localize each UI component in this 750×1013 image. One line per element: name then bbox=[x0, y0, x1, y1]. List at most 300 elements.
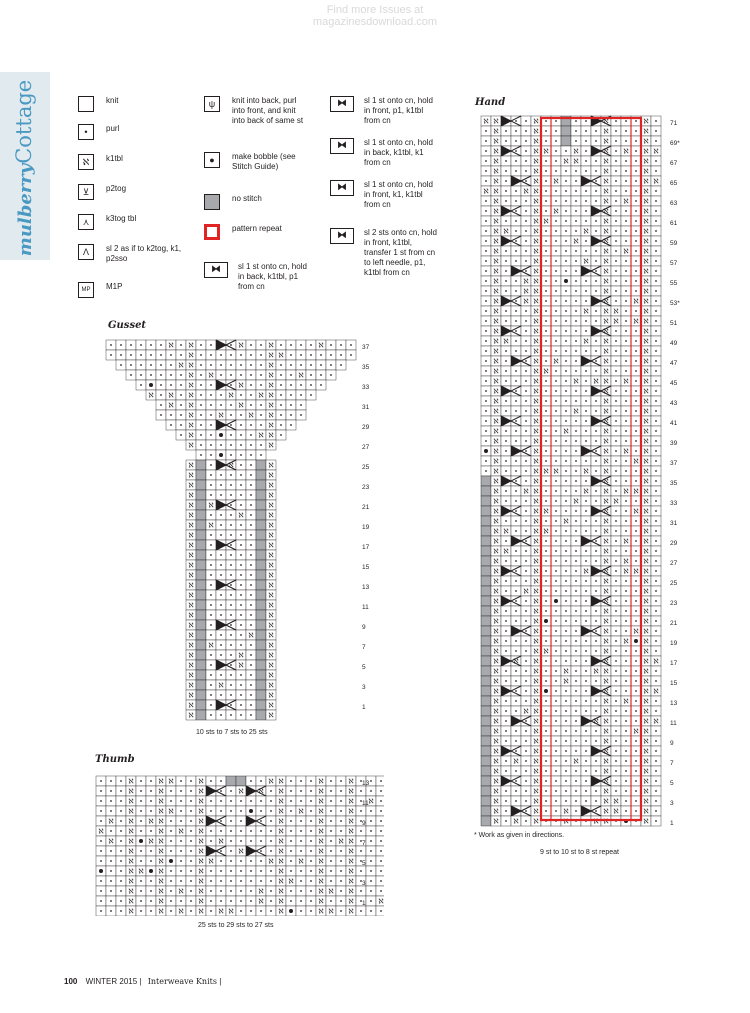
purl-dot bbox=[220, 574, 222, 576]
k1tbl-mark: ℵ bbox=[493, 467, 499, 476]
purl-dot bbox=[545, 200, 547, 202]
k1tbl-mark: ℵ bbox=[188, 571, 194, 580]
k1tbl-mark: ℵ bbox=[368, 797, 374, 806]
k1tbl-mark: ℵ bbox=[603, 297, 609, 306]
purl-dot bbox=[230, 514, 232, 516]
k1tbl-mark: ℵ bbox=[493, 247, 499, 256]
k1tbl-mark: ℵ bbox=[188, 481, 194, 490]
purl-dot bbox=[655, 320, 657, 322]
purl-dot bbox=[575, 250, 577, 252]
purl-dot bbox=[300, 364, 302, 366]
purl-dot bbox=[635, 330, 637, 332]
purl-dot bbox=[485, 360, 487, 362]
purl-dot bbox=[575, 610, 577, 612]
k1tbl-mark: ℵ bbox=[248, 411, 254, 420]
k1tbl-mark: ℵ bbox=[653, 717, 659, 726]
purl-dot bbox=[505, 370, 507, 372]
row-number-label: 9 bbox=[362, 624, 366, 631]
purl-dot bbox=[625, 430, 627, 432]
k1tbl-mark: ℵ bbox=[603, 237, 609, 246]
k1tbl-mark: ℵ bbox=[533, 807, 539, 816]
k1tbl-mark: ℵ bbox=[643, 547, 649, 556]
purl-dot bbox=[615, 620, 617, 622]
purl-dot bbox=[210, 664, 212, 666]
k1tbl-mark: ℵ bbox=[603, 207, 609, 216]
purl-dot bbox=[200, 374, 202, 376]
k1tbl-mark: ℵ bbox=[188, 631, 194, 640]
k1tbl-mark: ℵ bbox=[603, 817, 609, 826]
purl-dot bbox=[270, 830, 272, 832]
page-number: 100 bbox=[64, 977, 78, 986]
k1tbl-mark: ℵ bbox=[543, 467, 549, 476]
purl-dot bbox=[635, 440, 637, 442]
chart-cell bbox=[376, 806, 384, 816]
purl-dot bbox=[300, 880, 302, 882]
purl-dot bbox=[625, 710, 627, 712]
purl-dot bbox=[525, 200, 527, 202]
purl-dot bbox=[130, 374, 132, 376]
purl-dot bbox=[555, 300, 557, 302]
k1tbl-mark: ℵ bbox=[348, 797, 354, 806]
purl-dot bbox=[625, 420, 627, 422]
purl-dot bbox=[555, 150, 557, 152]
purl-dot bbox=[170, 424, 172, 426]
purl-dot bbox=[180, 860, 182, 862]
k1tbl-mark: ℵ bbox=[533, 247, 539, 256]
k1tbl-mark: ℵ bbox=[258, 887, 264, 896]
purl-dot bbox=[330, 344, 332, 346]
k1tbl-mark: ℵ bbox=[533, 627, 539, 636]
purl-dot bbox=[370, 830, 372, 832]
k1tbl-mark: ℵ bbox=[603, 307, 609, 316]
k1tbl-mark: ℵ bbox=[653, 177, 659, 186]
purl-dot bbox=[515, 750, 517, 752]
k1tbl-mark: ℵ bbox=[493, 607, 499, 616]
key-label: p2tog bbox=[106, 184, 127, 193]
purl-dot bbox=[615, 200, 617, 202]
purl-dot bbox=[110, 900, 112, 902]
k1tbl-mark: ℵ bbox=[348, 787, 354, 796]
purl-dot bbox=[525, 220, 527, 222]
k1tbl-mark: ℵ bbox=[623, 247, 629, 256]
purl-dot bbox=[290, 344, 292, 346]
purl-dot bbox=[230, 634, 232, 636]
chart-cell bbox=[481, 806, 491, 816]
purl-dot bbox=[290, 780, 292, 782]
k1tbl-mark: ℵ bbox=[188, 701, 194, 710]
purl-dot bbox=[280, 374, 282, 376]
purl-dot bbox=[525, 780, 527, 782]
purl-dot bbox=[515, 570, 517, 572]
k1tbl-mark: ℵ bbox=[633, 457, 639, 466]
purl-dot bbox=[525, 540, 527, 542]
purl-dot bbox=[210, 654, 212, 656]
k1tbl-mark: ℵ bbox=[158, 797, 164, 806]
purl-dot bbox=[525, 390, 527, 392]
chart-cell bbox=[256, 580, 266, 590]
purl-dot bbox=[545, 140, 547, 142]
purl-dot bbox=[575, 390, 577, 392]
purl-dot bbox=[635, 150, 637, 152]
purl-dot bbox=[575, 310, 577, 312]
purl-dot bbox=[310, 790, 312, 792]
k1tbl-mark: ℵ bbox=[643, 397, 649, 406]
k1tbl-mark: ℵ bbox=[603, 767, 609, 776]
k1tbl-mark: ℵ bbox=[268, 691, 274, 700]
k1tbl-mark: ℵ bbox=[298, 371, 304, 380]
purl-dot bbox=[300, 414, 302, 416]
k1tbl-mark: ℵ bbox=[643, 317, 649, 326]
k1tbl-mark: ℵ bbox=[643, 617, 649, 626]
purl-dot bbox=[240, 574, 242, 576]
purl-dot bbox=[625, 160, 627, 162]
purl-dot bbox=[230, 820, 232, 822]
k1tbl-mark: ℵ bbox=[603, 387, 609, 396]
purl-dot bbox=[505, 190, 507, 192]
purl-dot bbox=[625, 220, 627, 222]
k1tbl-mark: ℵ bbox=[238, 341, 244, 350]
k1tbl-mark: ℵ bbox=[268, 351, 274, 360]
purl-dot bbox=[575, 560, 577, 562]
purl-dot bbox=[565, 560, 567, 562]
purl-dot bbox=[210, 634, 212, 636]
purl-dot bbox=[330, 354, 332, 356]
purl-dot bbox=[110, 800, 112, 802]
row-number-label: 11 bbox=[362, 604, 369, 611]
k1tbl-mark: ℵ bbox=[603, 757, 609, 766]
purl-dot bbox=[555, 220, 557, 222]
purl-dot bbox=[625, 460, 627, 462]
k1tbl-mark: ℵ bbox=[268, 401, 274, 410]
purl-dot bbox=[625, 510, 627, 512]
purl-dot bbox=[240, 544, 242, 546]
purl-dot bbox=[525, 690, 527, 692]
purl-dot bbox=[505, 290, 507, 292]
purl-dot bbox=[635, 700, 637, 702]
row-number-label: 31 bbox=[670, 520, 678, 527]
purl-dot bbox=[595, 460, 597, 462]
purl-dot bbox=[240, 890, 242, 892]
k1tbl-mark: ℵ bbox=[493, 477, 499, 486]
k1tbl-mark: ℵ bbox=[268, 541, 274, 550]
purl-dot bbox=[615, 700, 617, 702]
purl-dot bbox=[635, 140, 637, 142]
purl-dot bbox=[260, 860, 262, 862]
k1tbl-mark: ℵ bbox=[573, 377, 579, 386]
k1tbl-mark: ℵ bbox=[533, 717, 539, 726]
purl-dot bbox=[340, 870, 342, 872]
purl-dot bbox=[655, 650, 657, 652]
purl-dot bbox=[220, 634, 222, 636]
purl-dot bbox=[595, 770, 597, 772]
k1tbl-mark: ℵ bbox=[643, 127, 649, 136]
row-number-label: 27 bbox=[670, 560, 678, 567]
purl-dot bbox=[615, 390, 617, 392]
purl-dot bbox=[230, 880, 232, 882]
purl-dot bbox=[310, 900, 312, 902]
purl-dot bbox=[585, 510, 587, 512]
key-symbol-icon bbox=[204, 194, 220, 210]
purl-dot bbox=[545, 490, 547, 492]
purl-dot bbox=[140, 820, 142, 822]
row-number-label: 15 bbox=[362, 564, 370, 571]
k1tbl-mark: ℵ bbox=[563, 157, 569, 166]
purl-dot bbox=[210, 694, 212, 696]
bobble-mark bbox=[219, 433, 223, 437]
purl-dot bbox=[575, 710, 577, 712]
purl-dot bbox=[220, 354, 222, 356]
purl-dot bbox=[585, 290, 587, 292]
row-number-label: 9 bbox=[362, 820, 366, 827]
purl-dot bbox=[655, 500, 657, 502]
chart-cell bbox=[196, 630, 206, 640]
k1tbl-mark: ℵ bbox=[643, 167, 649, 176]
purl-dot bbox=[110, 790, 112, 792]
purl-dot bbox=[485, 180, 487, 182]
purl-dot bbox=[290, 820, 292, 822]
purl-dot bbox=[545, 750, 547, 752]
k1tbl-mark: ℵ bbox=[493, 447, 499, 456]
bobble-mark bbox=[554, 599, 558, 603]
purl-dot bbox=[310, 354, 312, 356]
k1tbl-mark: ℵ bbox=[533, 557, 539, 566]
purl-dot bbox=[575, 190, 577, 192]
purl-dot bbox=[625, 370, 627, 372]
purl-dot bbox=[625, 140, 627, 142]
k1tbl-mark: ℵ bbox=[533, 707, 539, 716]
k1tbl-mark: ℵ bbox=[348, 907, 354, 916]
k1tbl-mark: ℵ bbox=[348, 817, 354, 826]
purl-dot bbox=[340, 810, 342, 812]
purl-dot bbox=[525, 720, 527, 722]
k1tbl-mark: ℵ bbox=[148, 817, 154, 826]
k1tbl-mark: ℵ bbox=[533, 537, 539, 546]
purl-dot bbox=[525, 810, 527, 812]
purl-dot bbox=[380, 780, 382, 782]
purl-dot bbox=[190, 820, 192, 822]
key-symbol-icon: Λ bbox=[78, 244, 94, 260]
purl-dot bbox=[625, 610, 627, 612]
purl-dot bbox=[555, 460, 557, 462]
purl-dot bbox=[595, 500, 597, 502]
purl-dot bbox=[525, 250, 527, 252]
chart-cell bbox=[481, 566, 491, 576]
purl-dot bbox=[555, 670, 557, 672]
purl-dot bbox=[240, 860, 242, 862]
k1tbl-mark: ℵ bbox=[493, 147, 499, 156]
purl-dot bbox=[170, 374, 172, 376]
purl-dot bbox=[290, 840, 292, 842]
purl-dot bbox=[240, 594, 242, 596]
purl-dot bbox=[585, 330, 587, 332]
purl-dot bbox=[240, 524, 242, 526]
purl-dot bbox=[595, 370, 597, 372]
k1tbl-mark: ℵ bbox=[603, 397, 609, 406]
purl-dot bbox=[485, 170, 487, 172]
purl-dot bbox=[515, 420, 517, 422]
purl-dot bbox=[615, 400, 617, 402]
k1tbl-mark: ℵ bbox=[533, 757, 539, 766]
chart-cell bbox=[196, 550, 206, 560]
purl-dot bbox=[625, 300, 627, 302]
purl-dot bbox=[515, 740, 517, 742]
k1tbl-mark: ℵ bbox=[338, 837, 344, 846]
purl-dot bbox=[625, 170, 627, 172]
purl-dot bbox=[545, 430, 547, 432]
purl-dot bbox=[585, 610, 587, 612]
purl-dot bbox=[635, 310, 637, 312]
purl-dot bbox=[575, 470, 577, 472]
purl-dot bbox=[615, 250, 617, 252]
purl-dot bbox=[230, 484, 232, 486]
k1tbl-mark: ℵ bbox=[603, 347, 609, 356]
k1tbl-mark: ℵ bbox=[278, 897, 284, 906]
purl-dot bbox=[120, 860, 122, 862]
key-symbol-icon: ⊻ bbox=[78, 184, 94, 200]
purl-dot bbox=[170, 384, 172, 386]
chart-cell bbox=[196, 670, 206, 680]
purl-dot bbox=[565, 480, 567, 482]
k1tbl-mark: ℵ bbox=[493, 757, 499, 766]
purl-dot bbox=[330, 364, 332, 366]
purl-dot bbox=[260, 344, 262, 346]
purl-dot bbox=[180, 404, 182, 406]
k1tbl-mark: ℵ bbox=[603, 507, 609, 516]
purl-dot bbox=[635, 400, 637, 402]
purl-dot bbox=[525, 150, 527, 152]
purl-dot bbox=[190, 910, 192, 912]
purl-dot bbox=[515, 580, 517, 582]
k1tbl-mark: ℵ bbox=[643, 287, 649, 296]
purl-dot bbox=[240, 584, 242, 586]
k1tbl-mark: ℵ bbox=[533, 667, 539, 676]
purl-dot bbox=[150, 910, 152, 912]
k1tbl-mark: ℵ bbox=[523, 297, 529, 306]
purl-dot bbox=[545, 360, 547, 362]
k1tbl-mark: ℵ bbox=[158, 827, 164, 836]
purl-dot bbox=[635, 500, 637, 502]
purl-dot bbox=[290, 364, 292, 366]
k1tbl-mark: ℵ bbox=[158, 807, 164, 816]
k1tbl-mark: ℵ bbox=[493, 577, 499, 586]
purl-dot bbox=[485, 390, 487, 392]
key-label: purl bbox=[106, 124, 120, 133]
purl-dot bbox=[210, 614, 212, 616]
row-number-label: 65 bbox=[670, 180, 678, 187]
k1tbl-mark: ℵ bbox=[533, 147, 539, 156]
purl-dot bbox=[120, 790, 122, 792]
purl-dot bbox=[340, 830, 342, 832]
purl-dot bbox=[210, 890, 212, 892]
purl-dot bbox=[635, 720, 637, 722]
k1tbl-mark: ℵ bbox=[168, 401, 174, 410]
purl-dot bbox=[160, 394, 162, 396]
purl-dot bbox=[330, 830, 332, 832]
purl-dot bbox=[635, 560, 637, 562]
purl-dot bbox=[585, 780, 587, 782]
purl-dot bbox=[555, 310, 557, 312]
k1tbl-mark: ℵ bbox=[533, 337, 539, 346]
k1tbl-mark: ℵ bbox=[493, 427, 499, 436]
k1tbl-mark: ℵ bbox=[493, 807, 499, 816]
purl-dot bbox=[655, 700, 657, 702]
purl-dot bbox=[585, 210, 587, 212]
purl-dot bbox=[575, 320, 577, 322]
purl-dot bbox=[595, 450, 597, 452]
purl-dot bbox=[555, 800, 557, 802]
purl-dot bbox=[300, 900, 302, 902]
purl-dot bbox=[625, 470, 627, 472]
k1tbl-mark: ℵ bbox=[493, 377, 499, 386]
k1tbl-mark: ℵ bbox=[533, 647, 539, 656]
purl-dot bbox=[585, 550, 587, 552]
purl-dot bbox=[310, 890, 312, 892]
purl-dot bbox=[575, 770, 577, 772]
purl-dot bbox=[545, 380, 547, 382]
purl-dot bbox=[505, 590, 507, 592]
k1tbl-mark: ℵ bbox=[643, 637, 649, 646]
purl-dot bbox=[635, 360, 637, 362]
k1tbl-mark: ℵ bbox=[188, 341, 194, 350]
purl-dot bbox=[505, 170, 507, 172]
purl-dot bbox=[655, 440, 657, 442]
purl-dot bbox=[230, 404, 232, 406]
k1tbl-mark: ℵ bbox=[603, 317, 609, 326]
purl-dot bbox=[595, 140, 597, 142]
purl-dot bbox=[625, 310, 627, 312]
purl-dot bbox=[545, 570, 547, 572]
k1tbl-mark: ℵ bbox=[583, 227, 589, 236]
purl-dot bbox=[170, 364, 172, 366]
purl-dot bbox=[585, 500, 587, 502]
purl-dot bbox=[505, 810, 507, 812]
purl-dot bbox=[505, 220, 507, 222]
purl-dot bbox=[240, 354, 242, 356]
purl-dot bbox=[180, 374, 182, 376]
k1tbl-mark: ℵ bbox=[533, 307, 539, 316]
purl-dot bbox=[340, 364, 342, 366]
k1tbl-mark: ℵ bbox=[493, 507, 499, 516]
purl-dot bbox=[230, 524, 232, 526]
k1tbl-mark: ℵ bbox=[168, 391, 174, 400]
k1tbl-mark: ℵ bbox=[158, 877, 164, 886]
purl-dot bbox=[565, 790, 567, 792]
chart-cell bbox=[481, 546, 491, 556]
k1tbl-mark: ℵ bbox=[533, 727, 539, 736]
purl-dot bbox=[565, 210, 567, 212]
purl-dot bbox=[250, 574, 252, 576]
purl-dot bbox=[625, 670, 627, 672]
watermark-line-2: magazinesdownload.com bbox=[312, 16, 438, 28]
k1tbl-mark: ℵ bbox=[623, 447, 629, 456]
purl-dot bbox=[595, 650, 597, 652]
purl-dot bbox=[100, 910, 102, 912]
k1tbl-mark: ℵ bbox=[603, 177, 609, 186]
purl-dot bbox=[140, 890, 142, 892]
purl-dot bbox=[655, 390, 657, 392]
purl-dot bbox=[655, 640, 657, 642]
purl-dot bbox=[230, 364, 232, 366]
k1tbl-mark: ℵ bbox=[268, 571, 274, 580]
purl-dot bbox=[310, 870, 312, 872]
k1tbl-mark: ℵ bbox=[493, 707, 499, 716]
k1tbl-mark: ℵ bbox=[523, 187, 529, 196]
purl-dot bbox=[625, 780, 627, 782]
row-number-label: 43 bbox=[670, 400, 678, 407]
purl-dot bbox=[595, 130, 597, 132]
key-symbol-icon: ⧓ bbox=[204, 262, 228, 278]
purl-dot bbox=[655, 800, 657, 802]
